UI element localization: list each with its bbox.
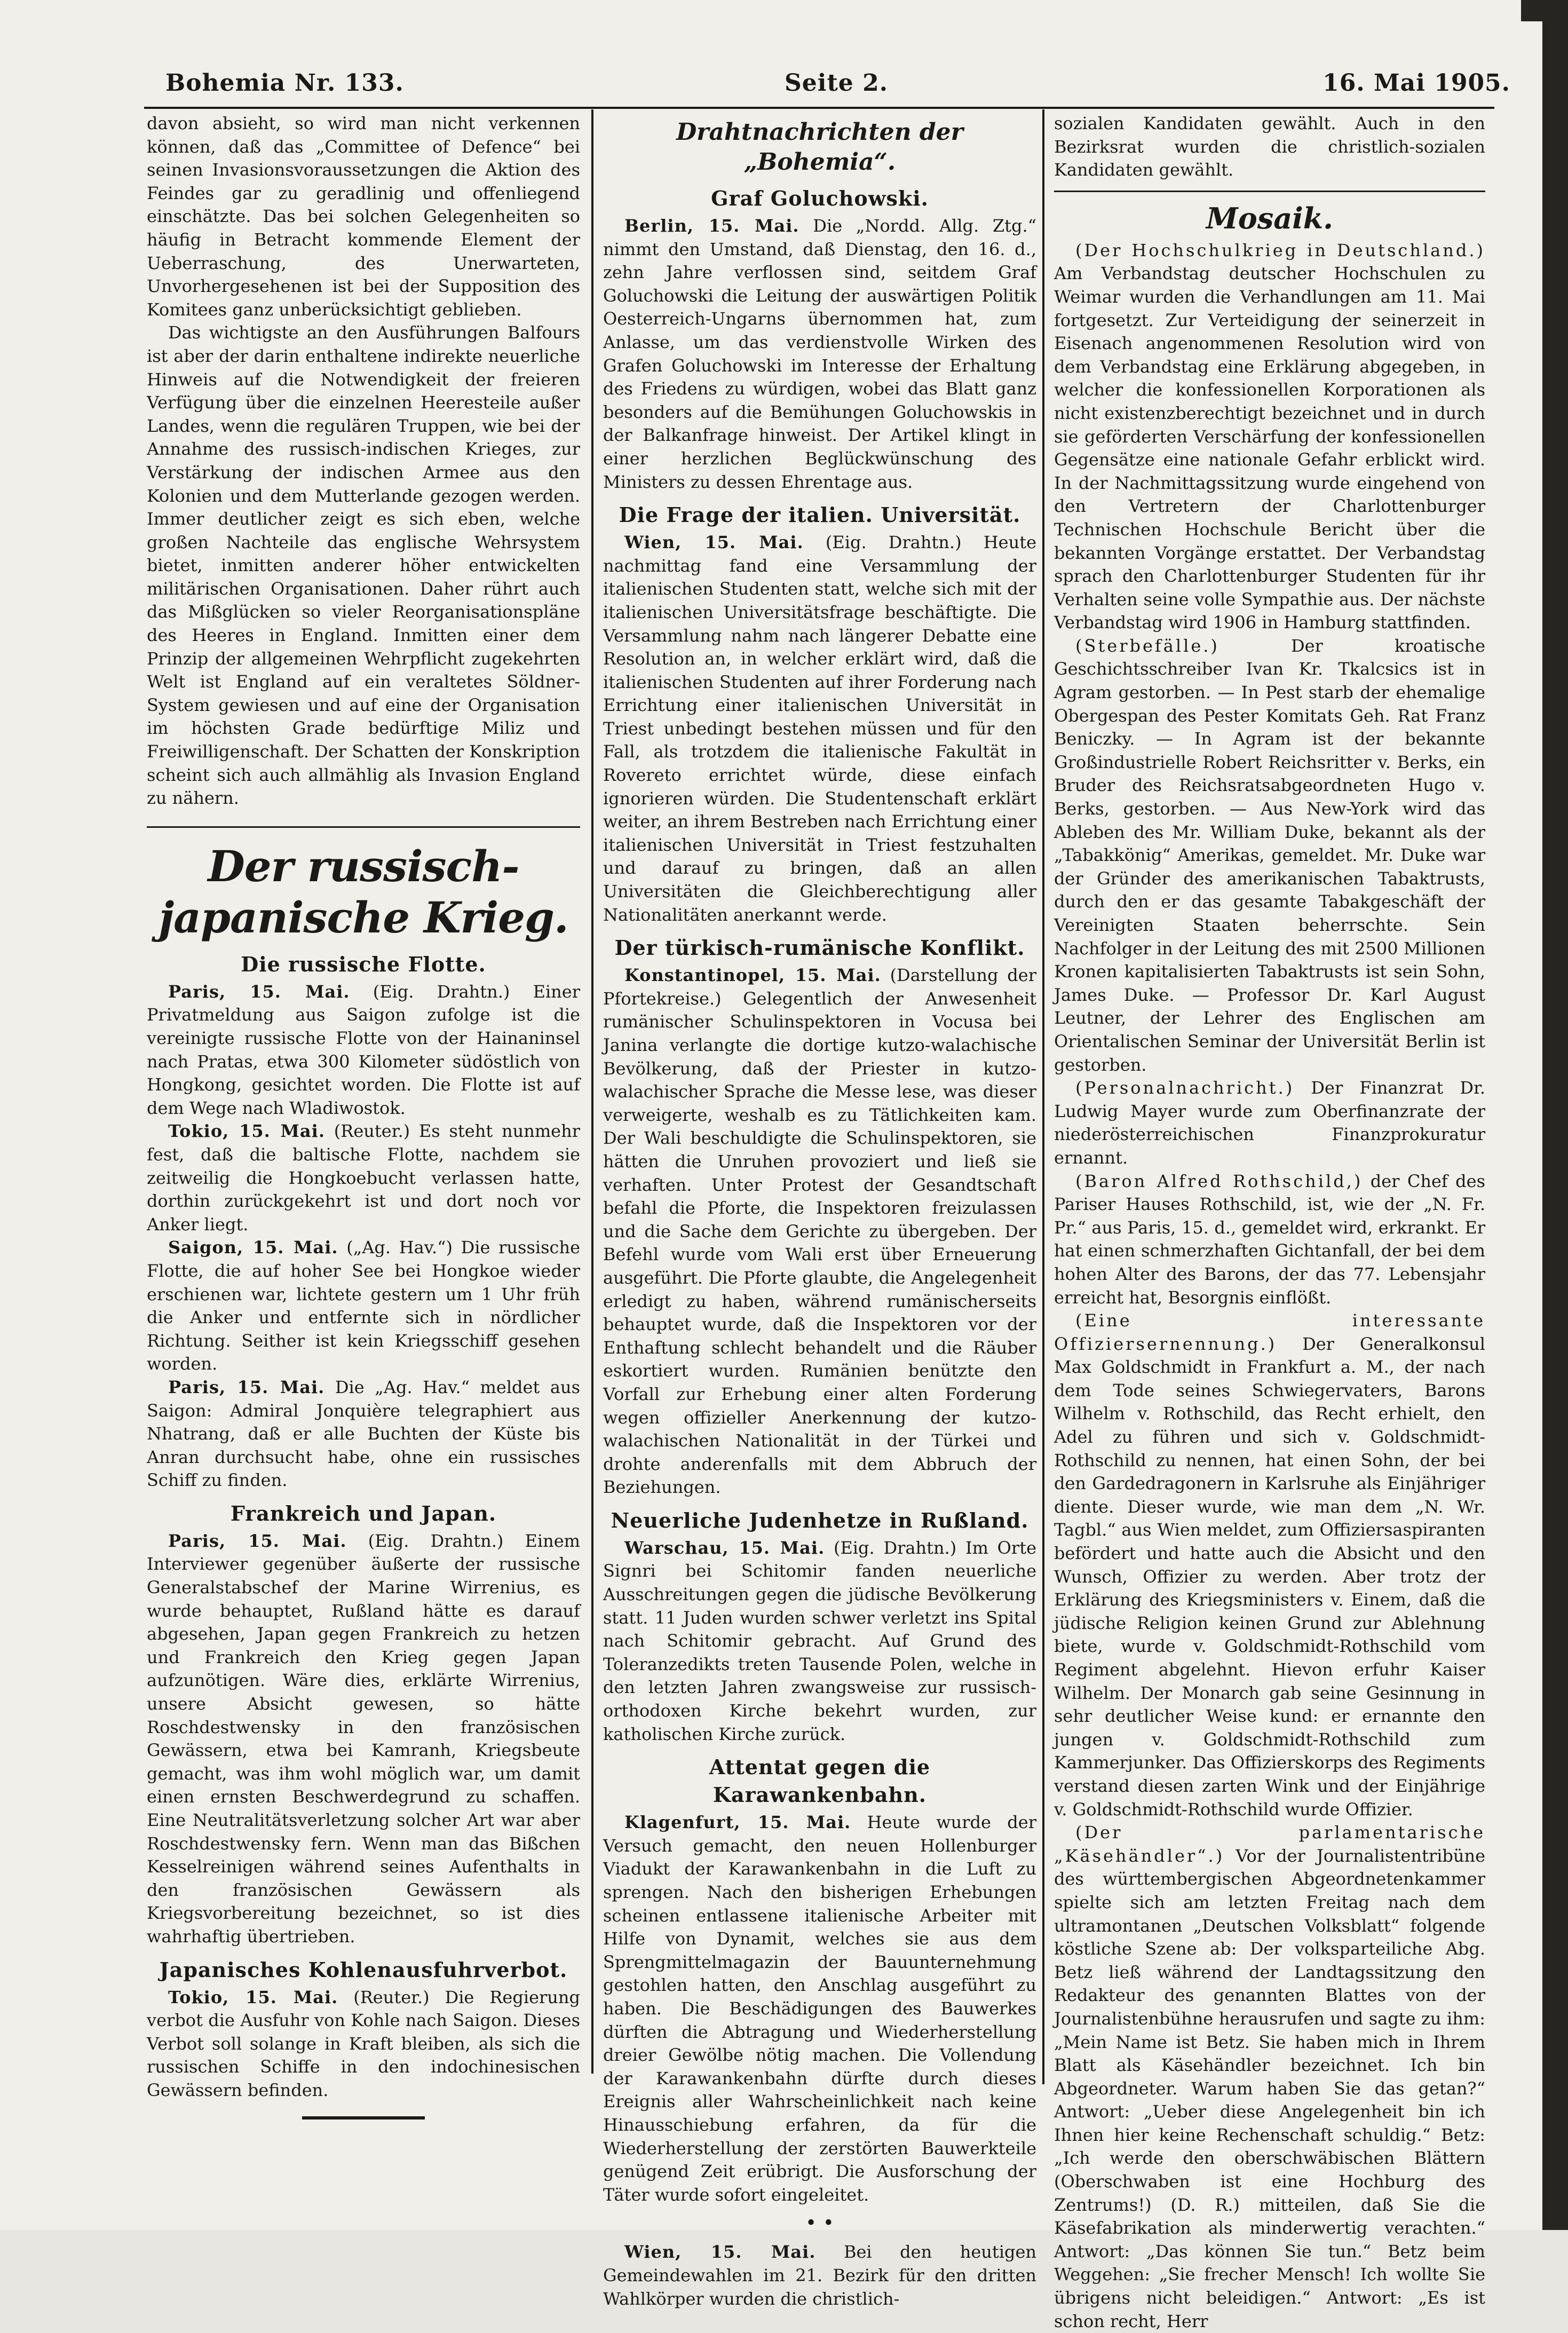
news-item [603,1537,1036,1746]
dateline: Paris, 15. Mai. [168,981,350,1002]
news-text: (Reuter.) Die Regierung verbot die Ausfuhr von Kohle nach Saigon. Dieses Verbot soll solange in Kraft bleiben, als sich die russischen Schiffe in den indochinesischen Gewässern befinden. [147,1987,580,2100]
column-right [1054,112,1486,2331]
article-heading: Neuerliche Judenhetze in Rußland. [611,1508,1029,1532]
column-left [147,112,581,2100]
item-text: der Chef des Pariser Hauses Rothschild, ist, wie der „N. Fr. Pr.“ aus Paris, 15. d., gemeldet wird, erkrankt. Er hat einen schmerzhaften Gichtanfall, der bei dem hohen Alter des Barons, der das 77. Lebensjahr erreicht hat, Besorgnis einflößt. [1054,1171,1486,1308]
dateline: Paris, 15. Mai. [168,1530,347,1551]
section-divider [1054,191,1485,192]
dateline: Tokio, 15. Mai. [168,1121,325,1142]
dateline: Warschau, 15. Mai. [624,1537,825,1558]
mosaic-item [1054,1821,1485,2333]
item-tag: (Personalnachricht.) [1075,1078,1295,1098]
news-item [603,531,1036,927]
scan-border-top [1521,0,1542,21]
news-item [147,1236,580,1376]
dateline: Klagenfurt, 15. Mai. [624,1812,851,1833]
scan-border-right [1542,0,1568,2230]
news-item [603,2241,1036,2311]
item-text: Der kroatische Geschichtsschreiber Ivan Kr. Tkalcsics ist in Agram gestorben. — In Pest starb der ehemalige Obergespan des Pester Komitats Geh. Rat Franz Beniczky. — In Agram ist der bekannte Großindustrielle Robert Reichsritter v. Berks, ein Bruder des Reichsratsabgeordneten Hugo v. Berks, gestorben. — Aus New-York wird das Ableben des Mr. William Duke, bekannt als der „Tabakkönig“ Amerikas, gemeldet. Mr. Duke war der Gründer des amerikanischen Tabaktrusts, durch den er das gesamte Tabakgeschäft der Vereinigten Staaten beherrschte. Sein Nachfolger in der Leitung des mit 2500 Millionen Kronen kapitalisierten Tabaktrusts ist sein Sohn, James Duke. — Professor Dr. Karl August Leutner, der Lehrer des Englischen am Orientalischen Seminar der Universität Berlin ist gestorben. [1054,635,1485,1075]
dateline: Paris, 15. Mai. [168,1377,325,1397]
article-paragraph: sozialen Kandidaten gewählt. Auch in den Bezirksrat wurden die christlich-sozialen Kandidaten gewählt. [1054,113,1485,180]
news-item [147,980,580,1120]
item-text: Der Finanzrat Dr. Ludwig Mayer wurde zum Oberfinanzrate der niederösterreichischen Finanzprokuratur ernannt. [1054,1078,1485,1168]
mosaic-item [1054,1309,1485,1821]
column-rule-1 [591,109,593,2074]
mosaic-item [1054,635,1485,1077]
dateline: Wien, 15. Mai. [624,2242,816,2263]
article-heading: Graf Goluchowski. [711,186,929,210]
dateline: Tokio, 15. Mai. [168,1987,338,2007]
news-item [147,1120,580,1236]
item-tag: (Der parlamentarische „Käsehändler“.) [1054,1822,1485,1866]
article-heading: Die russische Flotte. [241,952,486,976]
news-item [147,1986,580,2102]
dateline: Berlin, 15. Mai. [624,216,799,236]
news-text: (Reuter.) Es steht nunmehr fest, daß die baltische Flotte, nachdem sie zeitweilig die Hongkoebucht verlassen hatte, dorthin zurückgekehrt ist und dort noch vor Anker liegt. [147,1121,581,1235]
news-item [147,1530,580,1949]
mosaic-item [1054,1170,1485,1310]
news-text: (Eig. Drahtn.) Einer Privatmeldung aus Saigon zufolge ist die vereinigte russische Flotte von der Hainaninsel nach Pratas, etwa 300 Kilometer südöstlich von Hongkong, gesichtet worden. Die Flotte ist auf dem Wege nach Wladiwostok. [147,981,581,1118]
mosaic-item [1054,239,1485,635]
war-section-title: Der russisch-japanische Krieg. [159,841,568,943]
end-rule [302,2116,425,2120]
dateline: Saigon, 15. Mai. [168,1237,338,1258]
article-heading: Japanisches Kohlenausfuhrverbot. [159,1957,568,1982]
article-heading: Frankreich und Japan. [230,1501,497,1525]
column-middle [603,112,1037,2309]
dateline: Konstantinopel, 15. Mai. [624,965,881,986]
news-text: (Darstellung der Pfortekreise.) Gelegentlich der Anwesenheit rumänischer Schulinspektoren in Vocusa bei Janina verlangte die dortige kutzo-walachische Bevölkerung, daß der Priester in kutzo-walachischer Sprache die Messe lese, was dieser verweigerte, weshalb es zu Tätlichkeiten kam. Der Wali beschuldigte die Schulinspektoren, sie hätten die Unruhen provoziert und ließ sie verhaften. Unter Protest der Gesandtschaft befahl die Pforte, die Inspektoren freizulassen und die Sache dem Gerichte zu übergeben. Der Befehl wurde vom Wali erst über Erneuerung ausgeführt. Die Pforte glaubte, die Angelegenheit erledigt zu haben, während rumänischerseits behauptet wurde, daß die Inspektoren vor der Enthaftung schlecht behandelt und die Räuber eskortiert wurden. Rumänien benützte den Vorfall zur Erhebung einer alten Forderung wegen offizieller Anerkennung der kutzo-walachischen Nationalität in der Türkei und drohte anderenfalls mit dem Abbruch der Beziehungen. [603,965,1036,1498]
dateline: Wien, 15. Mai. [624,532,804,553]
item-tag: (Der Hochschulkrieg in Deutschland.) [1075,240,1485,260]
telegrams-section-title: Drahtnachrichten der „Bohemia“. [676,118,963,176]
news-text: Heute wurde der Versuch gemacht, den neuen Hollenburger Viadukt der Karawankenbahn in die Luft zu sprengen. Nach den bisherigen Erhebungen scheinen entlassene italienische Arbeiter mit Hilfe von Dynamit, welches sie aus dem Sprengmittelmagazin der Bauunternehmung gestohlen hatten, den Anschlag ausgeführt zu haben. Die Beschädigungen des Bauwerkes dürften die Abtragung und Wiederherstellung dreier Gewölbe nötig machen. Die Vollendung der Karawankenbahn dürfte durch dieses Ereignis aller Wahrscheinlichkeit nach keine Hinausschiebung erfahren, da für die Wiederherstellung der zerstörten Bauwerkteile genügend Zeit erübrigt. Die Ausforschung der Täter wurde sofort eingeleitet. [603,1812,1037,2205]
mosaic-item [1054,1077,1485,1169]
item-tag: (Baron Alfred Rothschild,) [1075,1171,1363,1191]
article-paragraph: davon absieht, so wird man nicht verkennen können, daß das „Committee of Defence“ bei seinen Invasionsvoraussetzungen die Aktion des Feindes gar zu geradlinig und offenliegend einschätzte. Das bei solchen Gelegenheiten so häufig in Betracht kommende Element der Ueberraschung, des Unerwarteten, Unvorhergesehenen ist bei der Supposition des Komitees ganz unberücksichtigt geblieben. [147,113,580,320]
news-text: Die „Nordd. Allg. Ztg.“ nimmt den Umstand, daß Dienstag, den 16. d., zehn Jahre verflossen sind, seitdem Graf Goluchowski die Leitung der auswärtigen Politik Oesterreich-Ungarns übernommen hat, zum Anlasse, um das verdienstvolle Wirken des Grafen Goluchowski im Interesse der Erhaltung des Friedens zu würdigen, wobei das Blatt ganz besonders auf die Bemühungen Goluchowskis in der Balkanfrage hinweist. Der Artikel klingt in einer herzlichen Beglückwünschung des Ministers zu dessen Ehrentage aus. [603,216,1036,492]
news-text: (Eig. Drahtn.) Im Orte Signri bei Schitomir fanden neuerliche Ausschreitungen gegen die jüdische Bevölkerung statt. 11 Juden wurden schwer verletzt ins Spital nach Schitomir gebracht. Auf Grund des Toleranzedikts treten Tausende Polen, welche in den letzten Jahren zwangsweise zur russisch-orthodoxen Kirche bekehrt wurden, zur katholischen Kirche zurück. [603,1537,1037,1744]
separator-dots: • • [805,2212,834,2235]
item-tag: (Eine interessante Offiziersernennung.) [1054,1310,1485,1354]
item-text: Vor der Journalistentribüne des württembergischen Abgeordnetenkammer spielte sich am letzten Freitag nach dem ultramontanen „Deutschen Volksblatt“ folgende köstliche Szene ab: Der volksparteiliche Abg. Betz ließ während der Landtagssitzung den Redakteur des genannten Blattes von der Journalistenbühne herausrufen und sagte zu ihm: „Mein Name ist Betz. Sie haben mich in Ihrem Blatt als Käsehändler bezeichnet. Ich bin Abgeordneter. Warum haben Sie das getan?“ Antwort: „Ueber diese Angelegenheit bin ich Ihnen hier keine Rechenschaft schuldig.“ Betz: „Ich werde den oberschwäbischen Blättern (Oberschwaben ist eine Hochburg des Zentrums!) (D. R.) mitteilen, daß Sie die Käsefabrikation als minderwertig verachten.“ Antwort: „Das können Sie tun.“ Betz beim Weggehen: „Sie frecher Mensch! Ich wollte Sie übrigens nicht beleidigen.“ Antwort: „Es ist schon recht, Herr [1054,1845,1485,2331]
article-paragraph: Das wichtigste an den Ausführungen Balfours ist aber der darin enthaltene indirekte neuerliche Hinweis auf die Notwendigkeit der freieren Verfügung über die einzelnen Heeresteile außer Landes, wenn die regulären Truppen, wie bei der Annahme des russisch-indischen Krieges, zur Verstärkung der indischen Armee aus den Kolonien und dem Mutterlande gezogen werden. Immer deutlicher zeigt es sich eben, welche großen Nachteile das englische Wehrsystem bietet, inmitten anderer höher entwickelten militärischen Organisationen. Daher rührt auch das Mißglücken so vieler Reorganisationspläne des Heeres in England. Inmitten einer dem Prinzip der allgemeinen Wehrpflicht zugekehrten Welt ist England auf ein veraltetes Söldner-System gewiesen und auf eine der Organisation im höchsten Grade bedürftige Miliz und Freiwilligenschaft. Der Schatten der Konskription scheint sich auch allmählig als Invasion England zu nähern. [147,322,580,809]
page-header [144,69,1516,101]
news-text: Die „Ag. Hav.“ meldet aus Saigon: Admiral Jonquière telegraphiert aus Nhatrang, daß er alle Buchten der Küste bis Anran durchsucht habe, ohne ein russisches Schiff zu finden. [147,1377,581,1491]
news-item [147,1376,580,1492]
news-text: (Eig. Drahtn.) Einem Interviewer gegenüber äußerte der russische Generalstabschef der Marine Wirrenius, es wurde behauptet, Rußland hätte es darauf abgesehen, Japan gegen Frankreich zu hetzen und Frankreich den Krieg gegen Japan aufzunötigen. Wäre dies, erklärte Wirrenius, unsere Absicht gewesen, so hätte Roschdestwensky in den französischen Gewässern, etwa bei Kamranh, Kriegsbeute gemacht, was ihm wohl möglich war, um damit einen ernsten Beschwerdegrund zu schaffen. Eine Neutralitätsverletzung solcher Art war aber Roschdestwensky fern. Wenn man das Bißchen Kesselreinigen während seines Aufenthalts in den französischen Gewässern als Kriegsvorbereitung bezeichnet, so ist dies wahrhaftig übertrieben. [147,1530,581,1947]
news-item [603,1811,1036,2207]
news-text: („Ag. Hav.“) Die russische Flotte, die auf hoher See bei Hongkoe wieder erschienen war, lichtete gestern um 1 Uhr früh die Anker und entfernte sich in nördlicher Richtung. Seither ist kein Kriegsschiff gesehen worden. [147,1237,581,1374]
section-divider [147,826,580,828]
article-heading: Der türkisch-rumänische Konflikt. [614,936,1025,960]
article-heading: Attentat gegen die Karawankenbahn. [709,1755,931,1807]
news-text: Bei den heutigen Gemeindewahlen im 21. Bezirk für den dritten Wahlkörper wurden die christlich- [603,2242,1037,2309]
page-number: Seite 2. [785,69,889,97]
column-rule-2 [1042,109,1044,2084]
item-text: Am Verbandstag deutscher Hochschulen zu Weimar wurden die Verhandlungen am 11. Mai fortgesetzt. Zur Verteidigung der seinerzeit in Eisenach angenommenen Resolution wird von dem Verbandstag eine Erklärung abgegeben, in welcher die konfessionellen Korporationen als nicht existenzberechtigt bezeichnet und in durch sie geförderten Verschärfung der konfessionellen Gegensätze eine nationale Gefahr erblickt wird. In der Nachmittagssitzung wurde eingehend von den Vertretern der Charlottenburger Technischen Hochschule Bericht über die bekannten Vorgänge erstattet. Der Verbandstag sprach den Charlottenburger Studenten für ihr Verhalten seine volle Sympathie aus. Der nächste Verbandstag wird 1906 in Hamburg stattfinden. [1054,263,1485,633]
header-rule [144,107,1494,109]
masthead-issue: Bohemia Nr. 133. [165,69,404,97]
news-item [603,964,1036,1499]
item-text: Der Generalkonsul Max Goldschmidt in Frankfurt a. M., der nach dem Tode seines Schwiegervaters, Barons Wilhelm v. Rothschild, das Recht erhielt, den Adel zu führen und sich v. Goldschmidt-Rothschild zu nennen, hat einen Sohn, der bei den Gardedragonern in Karlsruhe als Einjähriger diente. Dieser wurde, wie man dem „N. Wr. Tagbl.“ aus Wien meldet, zum Offiziersaspiranten befördert und hatte auch die Absicht und den Wunsch, Offizier zu werden. Aber trotz der Erklärung des Kriegsministers v. Einem, daß die jüdische Religion keinen Grund zur Ablehnung biete, wurde v. Goldschmidt-Rothschild vom Regiment abgelehnt. Hievon erfuhr Kaiser Wilhelm. Der Monarch gab seine Gesinnung in sehr deutlicher Weise kund: er ernannte den jungen v. Goldschmidt-Rothschild zum Kammerjunker. Das Offizierskorps des Regiments verstand diesen zarten Wink und der Einjährige v. Goldschmidt-Rothschild wurde Offizier. [1054,1333,1485,1820]
news-text: (Eig. Drahtn.) Heute nachmittag fand eine Versammlung der italienischen Studenten statt, welche sich mit der italienischen Universitätsfrage beschäftigte. Die Versammlung nahm nach längerer Debatte eine Resolution an, in welcher erklärt wird, daß die italienischen Studenten auf ihrer Forderung nach Errichtung einer italienischen Universität in Triest unbedingt bestehen müssen und für den Fall, als trotzdem die italienische Fakultät in Rovereto errichtet würde, diese einfach ignorieren würden. Die Studentenschaft erklärt weiter, an ihrem Bestreben nach Errichtung einer italienischen Universität in Triest festzuhalten und darauf zu bringen, daß an allen Universitäten die Gleichberechtigung aller Nationalitäten anerkannt werde. [603,532,1037,925]
article-heading: Die Frage der italien. Universität. [619,503,1021,527]
issue-date: 16. Mai 1905. [1322,69,1510,97]
news-item [603,215,1036,494]
item-tag: (Sterbefälle.) [1075,635,1219,656]
mosaic-section-title: Mosaik. [1206,201,1333,235]
